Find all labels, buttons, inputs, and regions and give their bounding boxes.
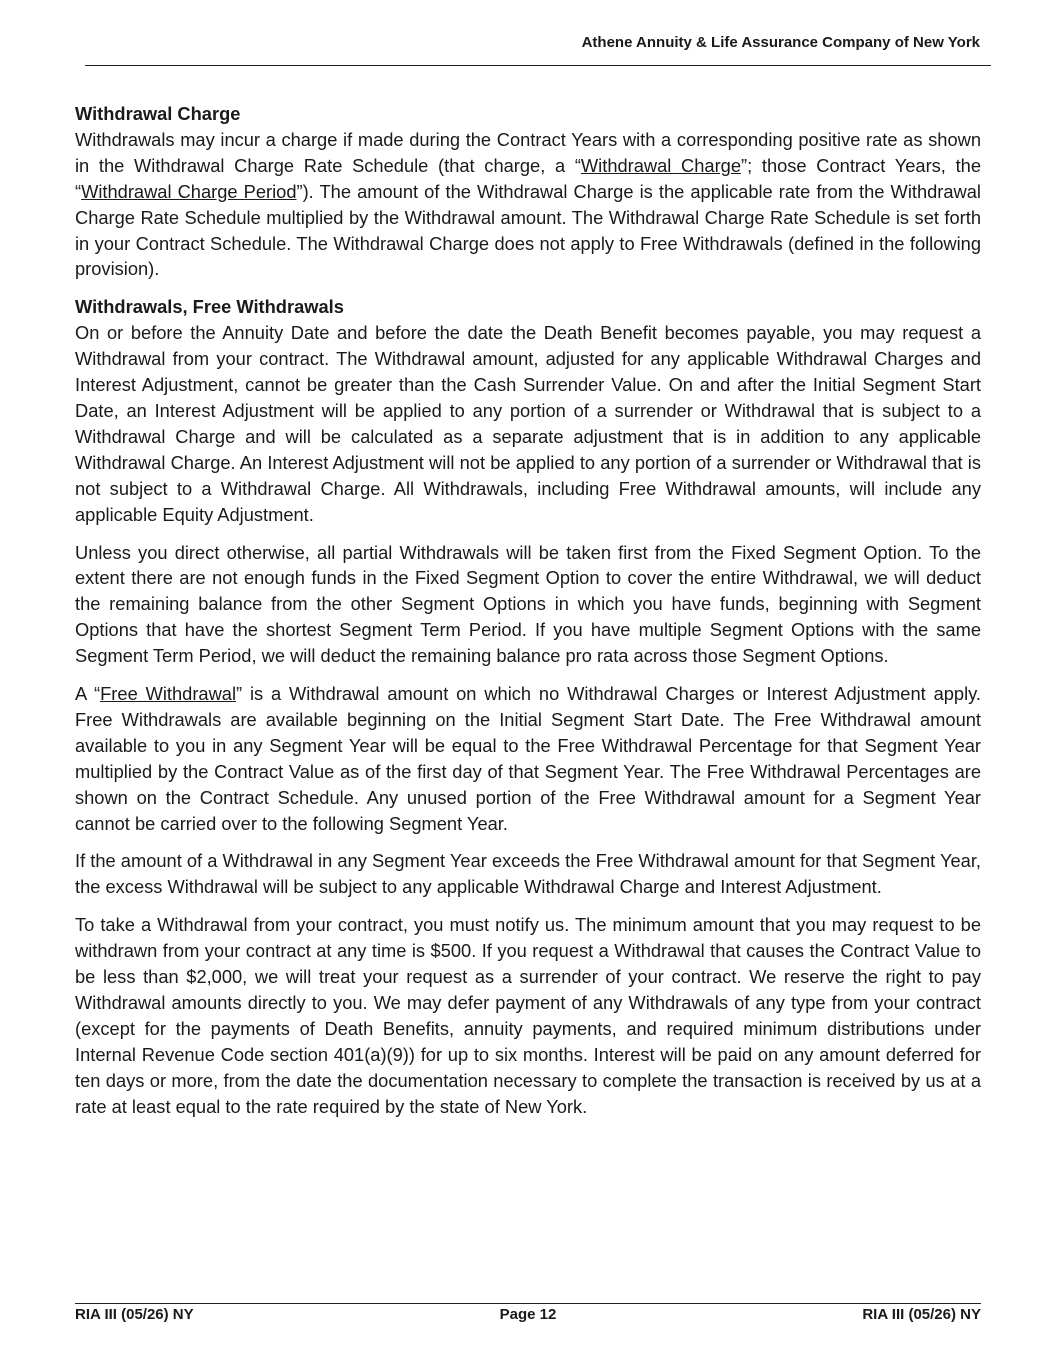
paragraph <box>75 681 981 836</box>
text-run: ” is a Withdrawal amount on which no Withdrawal Charges or Interest Adjustment apply. Free Withdrawals are available beginning on the Initial Segment Start Date. The Free Withdrawal amount available to you in any Segment Year will be equal to the Free Withdrawal Percentage for that Segment Year multiplied by the Contract Value as of the first day of that Segment Year. The Free Withdrawal Percentages are shown on the Contract Schedule. Any unused portion of the Free Withdrawal amount for a Segment Year cannot be carried over to the following Segment Year. <box>75 683 982 834</box>
paragraph: On or before the Annuity Date and before the date the Death Benefit becomes payable, you may request a Withdrawal from your contract. The Withdrawal amount, adjusted for any applicable Withdrawal Charges and Interest Adjustment, cannot be greater than the Cash Surrender Value. On and after the Initial Segment Start Date, an Interest Adjustment will be applied to any portion of a surrender or Withdrawal that is subject to a Withdrawal Charge and will be calculated as a separate adjustment that is in addition to any applicable Withdrawal Charge. An Interest Adjustment will not be applied to any portion of a surrender or Withdrawal that is not subject to a Withdrawal Charge. All Withdrawals, including Free Withdrawal amounts, will include any applicable Equity Adjustment. <box>75 322 981 525</box>
page-header-company: Athene Annuity & Life Assurance Company of New York <box>581 34 980 51</box>
text-run: A “ <box>75 683 101 705</box>
paragraph: To take a Withdrawal from your contract, you must notify us. The minimum amount that you may request to be withdrawn from your contract at any time is $500. If you request a Withdrawal that causes the Contract Value to be less than $2,000, we will treat your request as a surrender of your contract. We reserve the right to pay Withdrawal amounts directly to you. We may defer payment of any Withdrawals of any type from your contract (except for the payments of Death Benefits, annuity payments, and required minimum distributions under Internal Revenue Code section 401(a)(9)) for up to six months. Interest will be paid on any amount deferred for ten days or more, from the date the documentation necessary to complete the transaction is received by us at a rate at least equal to the rate required by the state of New York. <box>75 914 981 1117</box>
section-title: Withdrawal Charge <box>75 103 241 124</box>
defined-term-withdrawal-charge: Withdrawal Charge <box>580 154 741 176</box>
section-withdrawal-charge <box>75 101 981 282</box>
footer-page-number: Page 12 <box>499 1306 557 1323</box>
section-title: Withdrawals, Free Withdrawals <box>75 296 344 318</box>
text-run: Withdrawals may incur a charge if made during the Contract Years with a corresponding positive rate as shown in the Withdrawal Charge Rate Schedule (that charge, a “ <box>75 128 981 176</box>
footer-form-number-left: RIA III (05/26) NY <box>75 1306 194 1323</box>
footer-form-number-right: RIA III (05/26) NY <box>862 1306 981 1323</box>
defined-term-free-withdrawal: Free Withdrawal <box>100 683 237 705</box>
text-run: ”; those Contract Years, the “ <box>75 154 981 202</box>
paragraph: If the amount of a Withdrawal in any Segment Year exceeds the Free Withdrawal amount for that Segment Year, the excess Withdrawal will be subject to any applicable Withdrawal Charge and Interest Adjustment. <box>75 850 981 898</box>
document-body <box>75 101 981 1132</box>
paragraph: Unless you direct otherwise, all partial Withdrawals will be taken first from the Fixed Segment Option. To the extent there are not enough funds in the Fixed Segment Option to cover the entire Withdrawal, we will deduct the remaining balance from the other Segment Options in which you have funds, beginning with Segment Options that have the shortest Segment Term Period. If you have multiple Segment Options with the same Segment Term Period, we will deduct the remaining balance pro rata across those Segment Options. <box>75 541 981 667</box>
text-run: ”). The amount of the Withdrawal Charge is the applicable rate from the Withdrawal Charge Rate Schedule multiplied by the Withdrawal amount. The Withdrawal Charge Rate Schedule is set forth in your Contract Schedule. The Withdrawal Charge does not apply to Free Withdrawals (defined in the following provision). <box>75 180 981 280</box>
defined-term-withdrawal-charge-period: Withdrawal Charge Period <box>81 180 297 202</box>
footer-divider <box>75 1303 981 1304</box>
section-withdrawals-free-withdrawals <box>75 294 981 1119</box>
header-divider <box>85 65 991 66</box>
paragraph <box>75 127 981 282</box>
page-footer <box>75 1306 981 1323</box>
